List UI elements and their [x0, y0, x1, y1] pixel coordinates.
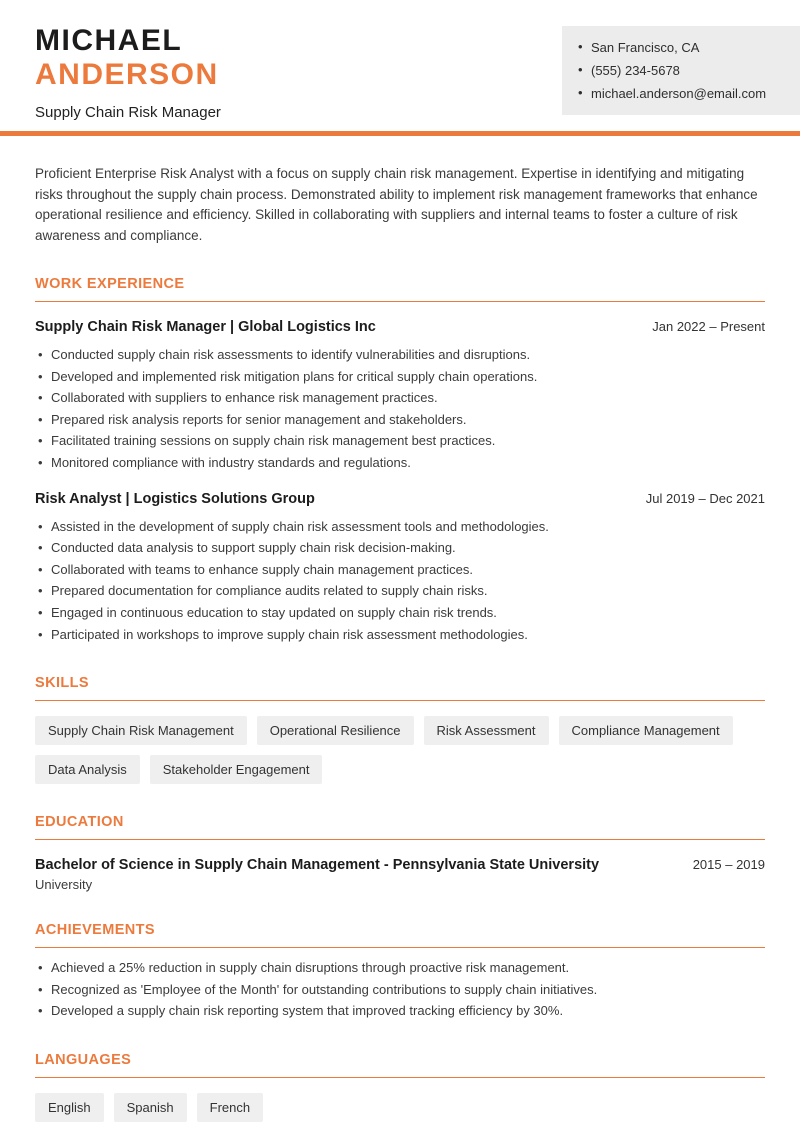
job-bullet: • Prepared risk analysis reports for senior management and stakeholders. [35, 409, 765, 431]
job-dates: Jul 2019 – Dec 2021 [645, 490, 765, 506]
last-name: ANDERSON [35, 57, 219, 91]
education-dates: 2015 – 2019 [692, 857, 765, 873]
skills-tag-list [35, 716, 765, 784]
languages-tag-list [35, 1093, 765, 1122]
education-section [35, 814, 765, 892]
job-entry [35, 491, 765, 646]
section-heading-work-experience: WORK EXPERIENCE [35, 276, 765, 302]
contact-email: • michael.anderson@email.com [578, 82, 786, 105]
job-bullet-list [35, 516, 765, 646]
job-bullet: • Developed and implemented risk mitigation plans for critical supply chain operations. [35, 366, 765, 388]
section-heading-skills: SKILLS [35, 675, 765, 701]
job-header-row [35, 319, 765, 335]
job-header-row [35, 491, 765, 507]
achievements-list [35, 957, 765, 1022]
first-name: MICHAEL [35, 24, 183, 57]
language-tag: Spanish [114, 1093, 187, 1122]
contact-phone: • (555) 234-5678 [578, 59, 786, 82]
contact-list [578, 36, 786, 105]
education-header-row [35, 857, 765, 873]
achievement-bullet: • Recognized as 'Employee of the Month' for outstanding contributions to supply chain initiatives. [35, 979, 765, 1001]
summary-paragraph: Proficient Enterprise Risk Analyst with a focus on supply chain risk management. Expertise in identifying and mitigating risks throughout the supply chain process. Demonstrated ability to implement risk management frameworks that enhance operational resilience and efficiency. Skilled in collaborating with suppliers and internal teams to foster a culture of risk awareness and compliance. [35, 166, 758, 243]
education-entry [35, 857, 765, 892]
skills-section [35, 675, 765, 784]
achievement-bullet: • Developed a supply chain risk reporting system that improved tracking efficiency by 30%. [35, 1000, 765, 1022]
achievement-bullet: • Achieved a 25% reduction in supply chain disruptions through proactive risk management. [35, 957, 765, 979]
skill-tag: Compliance Management [559, 716, 733, 745]
skill-tag: Stakeholder Engagement [150, 755, 323, 784]
job-bullet: • Engaged in continuous education to stay updated on supply chain risk trends. [35, 602, 765, 624]
job-bullet: • Facilitated training sessions on supply chain risk management best practices. [35, 430, 765, 452]
job-bullet: • Collaborated with teams to enhance supply chain management practices. [35, 559, 765, 581]
job-title-company: Risk Analyst | Logistics Solutions Group [35, 490, 315, 507]
job-bullet: • Participated in workshops to improve supply chain risk assessment methodologies. [35, 624, 765, 646]
contact-location: • San Francisco, CA [578, 36, 786, 59]
header-job-title: Supply Chain Risk Manager [35, 104, 221, 122]
accent-divider-bar [0, 131, 800, 136]
work-experience-section [35, 276, 765, 645]
contact-card [562, 26, 800, 115]
language-tag: English [35, 1093, 104, 1122]
section-heading-languages: LANGUAGES [35, 1052, 765, 1078]
job-bullet: • Monitored compliance with industry standards and regulations. [35, 452, 765, 474]
job-bullet: • Conducted supply chain risk assessments to identify vulnerabilities and disruptions. [35, 344, 765, 366]
achievements-section [35, 922, 765, 1022]
language-tag: French [197, 1093, 263, 1122]
languages-section [35, 1052, 765, 1122]
job-bullet: • Conducted data analysis to support supply chain risk decision-making. [35, 537, 765, 559]
job-bullet-list [35, 344, 765, 474]
job-bullet: • Collaborated with suppliers to enhance risk management practices. [35, 387, 765, 409]
skill-tag: Operational Resilience [257, 716, 414, 745]
job-bullet: • Assisted in the development of supply chain risk assessment tools and methodologies. [35, 516, 765, 538]
skill-tag: Supply Chain Risk Management [35, 716, 247, 745]
job-dates: Jan 2022 – Present [652, 319, 765, 334]
section-heading-achievements: ACHIEVEMENTS [35, 922, 765, 948]
job-entry [35, 319, 765, 474]
job-bullet: • Prepared documentation for compliance audits related to supply chain risks. [35, 580, 765, 602]
skill-tag: Data Analysis [35, 755, 140, 784]
resume-body [0, 164, 800, 1122]
education-degree: Bachelor of Science in Supply Chain Management - Pennsylvania State University [35, 857, 600, 874]
education-school: University [35, 877, 93, 893]
section-heading-education: EDUCATION [35, 814, 765, 840]
skill-tag: Risk Assessment [424, 716, 549, 745]
job-title-company: Supply Chain Risk Manager | Global Logistics Inc [35, 319, 376, 335]
